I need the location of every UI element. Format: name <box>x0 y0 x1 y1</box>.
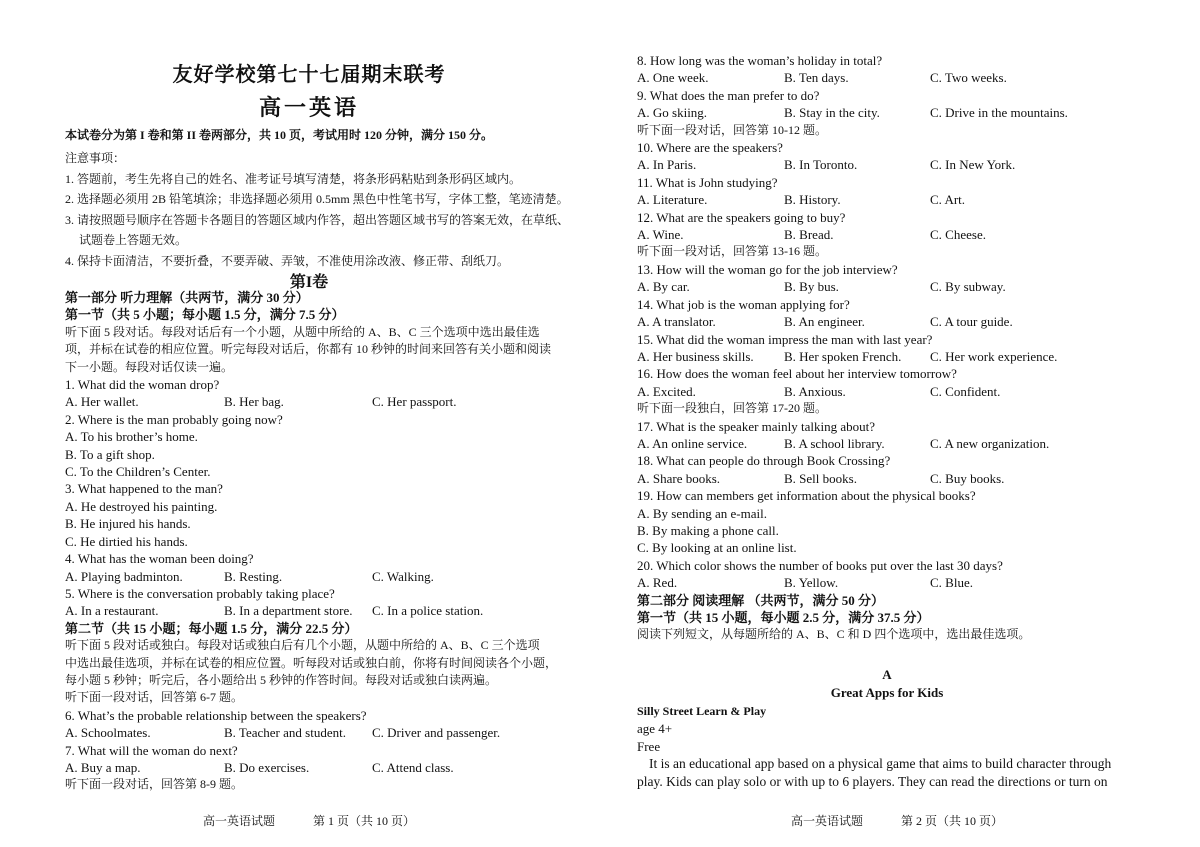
option[interactable]: B. Her spoken French. <box>784 348 902 364</box>
part-heading: 第二部分 阅读理解 （共两节，满分 50 分） <box>637 592 885 608</box>
right-content <box>637 52 1137 644</box>
note-item: 1. 答题前，考生先将自己的姓名、准考证号填写清楚，将条形码粘贴到条形码区域内。 <box>65 171 522 186</box>
option[interactable]: A. Excited. <box>637 383 696 399</box>
question: 6. What’s the probable relationship between the speakers? <box>65 707 367 723</box>
reading-title: Great Apps for Kids <box>830 685 944 701</box>
option[interactable]: B. An engineer. <box>784 314 865 330</box>
reading-section-letter: A <box>882 667 892 682</box>
options-row <box>637 191 1137 208</box>
notes-block <box>65 148 575 271</box>
question: 16. How does the woman feel about her interview tomorrow? <box>637 366 957 382</box>
option[interactable]: A. Her business skills. <box>637 348 754 364</box>
option[interactable]: C. Driver and passenger. <box>372 725 501 741</box>
instruction-line: 阅读下列短文，从每题所给的 A、B、C 和 D 四个选项中，选出最佳选项。 <box>637 627 1031 642</box>
option[interactable]: C. Buy books. <box>930 470 1005 486</box>
option[interactable]: B. Stay in the city. <box>784 105 880 121</box>
app-description-line: It is an educational app based on a physical game that aims to build character through <box>649 756 1112 772</box>
option[interactable]: C. A new organization. <box>930 435 1050 451</box>
option[interactable]: B. Bread. <box>784 227 834 243</box>
option[interactable]: A. In a restaurant. <box>65 603 159 619</box>
question: 14. What job is the woman applying for? <box>637 296 850 312</box>
options-row <box>65 724 570 741</box>
footer-subject: 高一英语试题 <box>790 814 863 828</box>
option[interactable]: C. He dirtied his hands. <box>65 533 188 549</box>
listen-instruction: 听下面一段对话，回答第 6-7 题。 <box>65 690 243 705</box>
option[interactable]: C. Art. <box>930 192 966 208</box>
option[interactable]: B. To a gift shop. <box>65 446 155 462</box>
option[interactable]: A. By car. <box>637 279 690 295</box>
exam-intro: 本试卷分为第 I 卷和第 II 卷两部分，共 10 页，考试用时 120 分钟，满分 150 分。 <box>65 128 494 142</box>
options-row <box>637 104 1137 121</box>
section-heading: 第一节（共 15 小题，每小题 2.5 分，满分 37.5 分） <box>637 610 930 625</box>
question: 9. What does the man prefer to do? <box>637 87 820 103</box>
option[interactable]: C. Attend class. <box>372 759 454 775</box>
options-row <box>637 156 1137 173</box>
left-page <box>48 0 570 847</box>
option[interactable]: C. By subway. <box>930 279 1006 295</box>
option[interactable]: A. Wine. <box>637 227 684 243</box>
footer-page-number: 第 2 页（共 10 页） <box>901 814 1004 828</box>
option[interactable]: B. Do exercises. <box>224 759 310 775</box>
option[interactable]: B. Resting. <box>224 568 283 584</box>
question: 11. What is John studying? <box>637 174 778 190</box>
option[interactable]: C. Blue. <box>930 575 973 591</box>
options-row <box>637 470 1137 487</box>
note-item: 2. 选择题必须用 2B 铅笔填涂；非选择题必须用 0.5mm 黑色中性笔书写，字体工整，笔迹清楚。 <box>65 192 569 206</box>
question: 4. What has the woman been doing? <box>65 551 254 567</box>
option[interactable]: C. Her passport. <box>372 394 457 410</box>
option[interactable]: B. Ten days. <box>784 70 849 86</box>
question: 17. What is the speaker mainly talking about? <box>637 418 876 434</box>
option[interactable]: C. In New York. <box>930 157 1016 173</box>
instruction-line: 下一小题。每段对话仅读一遍。 <box>65 359 234 374</box>
note-item: 4. 保持卡面清洁，不要折叠，不要弄破、弄皱，不准使用涂改液、修正带、刮纸刀。 <box>65 253 510 268</box>
volume-heading: 第I卷 <box>289 274 329 291</box>
notes-title: 注意事项： <box>65 151 126 165</box>
section-heading: 第一节（共 5 小题；每小题 1.5 分，满分 7.5 分） <box>65 307 345 323</box>
option[interactable]: A. To his brother’s home. <box>65 429 198 445</box>
listen-instruction: 听下面一段对话，回答第 10-12 题。 <box>637 122 827 137</box>
question: 1. What did the woman drop? <box>65 377 220 393</box>
section-heading: 第二节（共 15 小题；每小题 1.5 分，满分 22.5 分） <box>65 620 358 636</box>
question: 8. How long was the woman’s holiday in total? <box>637 53 883 68</box>
options-row <box>65 602 570 619</box>
options-row <box>637 348 1137 365</box>
option[interactable]: C. In a police station. <box>372 603 484 619</box>
note-item: 3. 请按照题号顺序在答题卡各题目的答题区域内作答，超出答题区域书写的答案无效，在草纸、 <box>65 212 570 227</box>
option[interactable]: A. An online service. <box>637 435 748 451</box>
option[interactable]: C. Two weeks. <box>930 70 1007 86</box>
instruction-line: 中选出最佳选项，并标在试卷的相应位置。听每段对话或独白前，你将有时间阅读各个小题， <box>65 655 558 670</box>
option[interactable]: A. Literature. <box>637 192 708 208</box>
option[interactable]: B. Her bag. <box>224 394 284 410</box>
option[interactable]: C. Her work experience. <box>930 348 1058 364</box>
instruction-line: 每小题 5 秒钟；听完后，各小题给出 5 秒钟的作答时间。每段对话或独白读两遍。 <box>65 672 498 687</box>
option[interactable]: A. Playing badminton. <box>65 568 183 584</box>
option[interactable]: C. Walking. <box>372 568 434 584</box>
footer-page-number: 第 1 页（共 10 页） <box>313 814 416 828</box>
question: 7. What will the woman do next? <box>65 742 238 758</box>
option[interactable]: A. Her wallet. <box>65 394 139 410</box>
page-footer <box>637 812 1157 829</box>
app-description-line: play. Kids can play solo or with up to 6 players. They can read the directions or turn on <box>637 773 1108 789</box>
question: 19. How can members get information about the physical books? <box>637 488 976 504</box>
options-row <box>637 226 1137 243</box>
left-content <box>65 289 570 794</box>
app-age: age 4+ <box>637 721 673 737</box>
option[interactable]: B. History. <box>784 192 841 208</box>
option[interactable]: C. A tour guide. <box>930 314 1013 330</box>
part-heading: 第一部分 听力理解（共两节，满分 30 分） <box>65 290 309 305</box>
options-row <box>637 313 1137 330</box>
reading-section <box>637 666 1137 790</box>
option[interactable]: A. By sending an e-mail. <box>637 505 767 521</box>
option[interactable]: B. Sell books. <box>784 470 857 486</box>
option[interactable]: B. Teacher and student. <box>224 725 346 741</box>
options-row <box>637 435 1137 452</box>
option[interactable]: A. Schoolmates. <box>65 725 151 741</box>
option[interactable]: C. Cheese. <box>930 227 986 243</box>
options-row <box>637 574 1137 591</box>
options-row <box>65 759 570 776</box>
listen-instruction: 听下面一段对话，回答第 13-16 题。 <box>637 244 827 259</box>
instruction-line: 听下面 5 段对话。每段对话后有一个小题，从题中所给的 A、B、C 三个选项中选出最佳选 <box>65 324 540 339</box>
app-name: Silly Street Learn & Play <box>637 703 767 718</box>
option[interactable]: C. By looking at an online list. <box>637 540 797 556</box>
app-price: Free <box>637 738 661 754</box>
option[interactable]: B. In Toronto. <box>784 157 858 173</box>
question: 2. Where is the man probably going now? <box>65 411 283 427</box>
option[interactable]: B. In a department store. <box>224 603 353 619</box>
option[interactable]: B. He injured his hands. <box>65 516 191 532</box>
instruction-line: 听下面 5 段对话或独白。每段对话或独白后有几个小题，从题中所给的 A、B、C 三个选项 <box>65 638 540 653</box>
option[interactable]: B. Yellow. <box>784 575 839 591</box>
exam-subject: 高一英语 <box>258 95 359 120</box>
option[interactable]: A. One week. <box>637 70 709 86</box>
note-item: 试题卷上答题无效。 <box>79 233 188 247</box>
question: 18. What can people do through Book Crossing? <box>637 453 891 469</box>
option[interactable]: A. Buy a map. <box>65 759 141 775</box>
options-row <box>637 383 1137 400</box>
option[interactable]: B. A school library. <box>784 435 885 451</box>
question: 3. What happened to the man? <box>65 481 223 497</box>
option[interactable]: C. Confident. <box>930 383 1001 399</box>
option[interactable]: C. Drive in the mountains. <box>930 105 1068 121</box>
option[interactable]: A. A translator. <box>637 314 716 330</box>
question: 5. Where is the conversation probably taking place? <box>65 585 335 601</box>
question: 12. What are the speakers going to buy? <box>637 209 846 225</box>
right-page <box>637 0 1157 847</box>
question: 13. How will the woman go for the job interview? <box>637 261 898 277</box>
listen-instruction: 听下面一段对话，回答第 8-9 题。 <box>65 777 243 792</box>
option[interactable]: A. Share books. <box>637 470 721 486</box>
exam-title: 友好学校第七十七届期末联考 <box>172 64 446 86</box>
option[interactable]: A. He destroyed his painting. <box>65 498 218 514</box>
question: 15. What did the woman impress the man with last year? <box>637 331 933 347</box>
question: 20. Which color shows the number of books put over the last 30 days? <box>637 557 1003 573</box>
question: 10. Where are the speakers? <box>637 140 783 156</box>
instruction-line: 项，并标在试卷的相应位置。听完每段对话后，你都有 10 秒钟的时间来回答有关小题和阅读 <box>65 342 552 357</box>
option[interactable]: A. Go skiing. <box>637 105 708 121</box>
options-row <box>65 568 570 585</box>
page-footer <box>48 812 570 829</box>
listen-instruction: 听下面一段独白，回答第 17-20 题。 <box>637 401 827 416</box>
options-row <box>637 69 1137 86</box>
option[interactable]: B. By making a phone call. <box>637 522 779 538</box>
option[interactable]: B. Anxious. <box>784 383 846 399</box>
options-row <box>65 393 570 410</box>
options-row <box>637 278 1137 295</box>
footer-subject: 高一英语试题 <box>202 814 275 828</box>
option[interactable]: B. By bus. <box>784 279 839 295</box>
option[interactable]: C. To the Children’s Center. <box>65 464 211 480</box>
option[interactable]: A. Red. <box>637 575 678 591</box>
option[interactable]: A. In Paris. <box>637 157 697 173</box>
